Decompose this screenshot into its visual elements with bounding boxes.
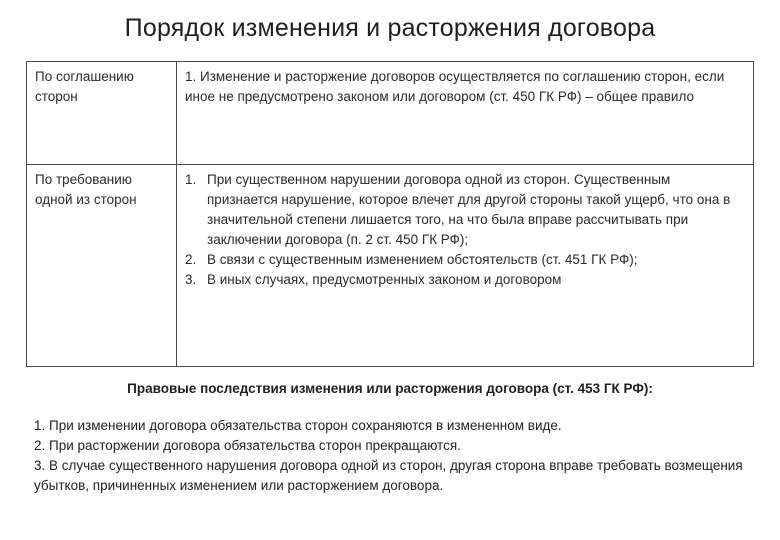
consequences-list: [34, 416, 754, 496]
list-item-text: При существенном нарушении договора одной из сторон. Существенным признается нарушение, которое влечет для другой стороны такой ущерб, что она в значительной степени лишается того, на что была вправе рассчитывать при заключении договора (п. 2 ст. 450 ГК РФ);: [207, 172, 731, 247]
row-text-agreement: 1. Изменение и расторжение договоров осуществляется по соглашению сторон, если иное не предусмотрено законом или договором (ст. 450 ГК РФ) – общее правило: [177, 62, 754, 165]
row-content-demand: [177, 165, 754, 367]
list-item: [185, 250, 743, 270]
row-label-agreement: По соглашению сторон: [27, 62, 177, 165]
termination-methods-table: [26, 61, 754, 367]
table-row: [27, 165, 754, 367]
list-item-text: В связи с существенным изменением обстоятельств (ст. 451 ГК РФ);: [207, 252, 638, 267]
list-item: [185, 270, 743, 290]
list-item: [185, 170, 743, 250]
list-item-number: 1.: [185, 172, 197, 187]
consequences-heading: Правовые последствия изменения или расторжения договора (ст. 453 ГК РФ):: [127, 381, 653, 396]
row-label-demand: По требованию одной из сторон: [27, 165, 177, 367]
list-item-number: 2.: [185, 252, 197, 267]
demand-grounds-list: [185, 170, 743, 290]
list-item-number: 3.: [185, 272, 197, 287]
page-title: Порядок изменения и расторжения договора: [124, 14, 656, 42]
table-row: [27, 62, 754, 165]
consequence-line: 2. При расторжении договора обязательства сторон прекращаются.: [34, 438, 461, 453]
consequence-line: 3. В случае существенного нарушения договора одной из сторон, другая сторона вправе требовать возмещения убытков, причиненных изменением или расторжением договора.: [34, 458, 743, 493]
list-item-text: В иных случаях, предусмотренных законом и договором: [207, 272, 562, 287]
consequence-line: 1. При изменении договора обязательства сторон сохраняются в измененном виде.: [34, 418, 562, 433]
